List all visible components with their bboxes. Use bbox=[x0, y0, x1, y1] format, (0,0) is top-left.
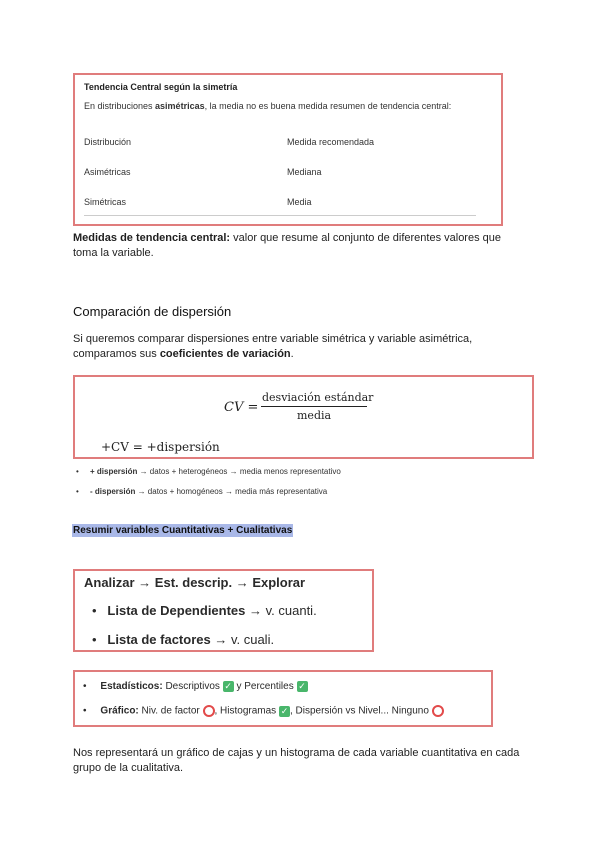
table-header-col1: Distribución bbox=[84, 137, 132, 147]
item-bold: Lista de Dependientes bbox=[107, 603, 246, 618]
section-text: Si queremos comparar dispersiones entre variable simétrica y variable asimétrica, comparamos sus bbox=[73, 333, 473, 360]
table-cell: Simétricas bbox=[84, 197, 127, 207]
item-bold: Lista de factores bbox=[107, 632, 211, 647]
intro-text-post: , la media no es buena medida resumen de tendencia central: bbox=[204, 101, 452, 111]
formula-box bbox=[73, 375, 534, 459]
definition-text: valor que resume al conjunto de diferentes valores que toma la variable. bbox=[73, 232, 501, 259]
bullet-dot: • bbox=[92, 632, 97, 647]
definition-paragraph bbox=[73, 231, 523, 261]
dispersion-bullets bbox=[90, 467, 341, 507]
list-item bbox=[83, 681, 308, 692]
stats-bold: Estadísticos: bbox=[100, 681, 163, 693]
graf-text: , Histogramas bbox=[214, 705, 279, 717]
table-cell: Asimétricas bbox=[84, 167, 131, 177]
bullet-text: → datos + homogéneos → media más representativa bbox=[135, 487, 328, 496]
check-icon: ✓ bbox=[224, 681, 232, 691]
bullet-dot: • bbox=[92, 603, 97, 618]
list-item bbox=[92, 632, 274, 647]
table-header-col2: Medida recomendada bbox=[287, 137, 375, 147]
table-divider bbox=[84, 215, 476, 216]
symmetry-table-box bbox=[73, 73, 503, 226]
intro-text: En distribuciones bbox=[84, 101, 156, 111]
check-icon: ✓ bbox=[298, 681, 306, 691]
bullet-dot: • bbox=[83, 681, 87, 693]
section-heading: Comparación de dispersión bbox=[73, 304, 232, 319]
highlighted-heading: Resumir variables Cuantitativas + Cualitativas bbox=[73, 525, 293, 536]
formula-fraction-bar bbox=[261, 406, 367, 407]
definition-bold: Medidas de tendencia central: bbox=[73, 232, 231, 244]
formula-numerator: desviación estándar bbox=[262, 391, 374, 404]
bullet-bold: - dispersión bbox=[90, 487, 136, 496]
table-cell: Media bbox=[287, 197, 312, 207]
stats-text: y Percentiles bbox=[233, 681, 297, 693]
item-text: → v. cuanti. bbox=[245, 603, 317, 618]
circle-icon bbox=[203, 705, 215, 717]
list-item bbox=[90, 487, 341, 507]
table-cell: Mediana bbox=[287, 167, 322, 177]
bullet-dot: • bbox=[83, 705, 87, 717]
menu-path: Analizar → Est. descrip. → Explorar bbox=[84, 575, 306, 590]
table-intro bbox=[84, 101, 451, 111]
formula-lhs: CV = bbox=[224, 400, 259, 415]
item-text: → v. cuali. bbox=[210, 632, 275, 647]
formula-denominator: media bbox=[297, 409, 332, 422]
table-title: Tendencia Central según la simetría bbox=[84, 82, 238, 92]
intro-bold: asimétricas bbox=[155, 101, 205, 111]
formula-second: +CV = +dispersión bbox=[101, 440, 220, 454]
section-text-post: . bbox=[290, 348, 294, 360]
section-bold: coeficientes de variación bbox=[159, 348, 291, 360]
spss-path-box bbox=[73, 569, 374, 652]
list-item bbox=[92, 603, 317, 618]
circle-icon bbox=[432, 705, 444, 717]
footer-paragraph: Nos representará un gráfico de cajas y un histograma de cada variable cuantitativa en cada grupo de la cualitativa. bbox=[73, 747, 520, 774]
graf-bold: Gráfico: bbox=[100, 705, 139, 717]
section-paragraph bbox=[73, 332, 523, 362]
graf-text: , Dispersión vs Nivel... Ninguno bbox=[289, 705, 432, 717]
bullet-bold: + dispersión bbox=[90, 467, 138, 476]
check-icon: ✓ bbox=[280, 705, 289, 716]
graf-text: Niv. de factor bbox=[138, 705, 203, 717]
stats-text: Descriptivos bbox=[162, 681, 223, 693]
options-box bbox=[73, 670, 493, 727]
list-item bbox=[90, 467, 341, 487]
bullet-text: → datos + heterogéneos → media menos representativo bbox=[137, 467, 341, 476]
list-item bbox=[83, 705, 444, 717]
